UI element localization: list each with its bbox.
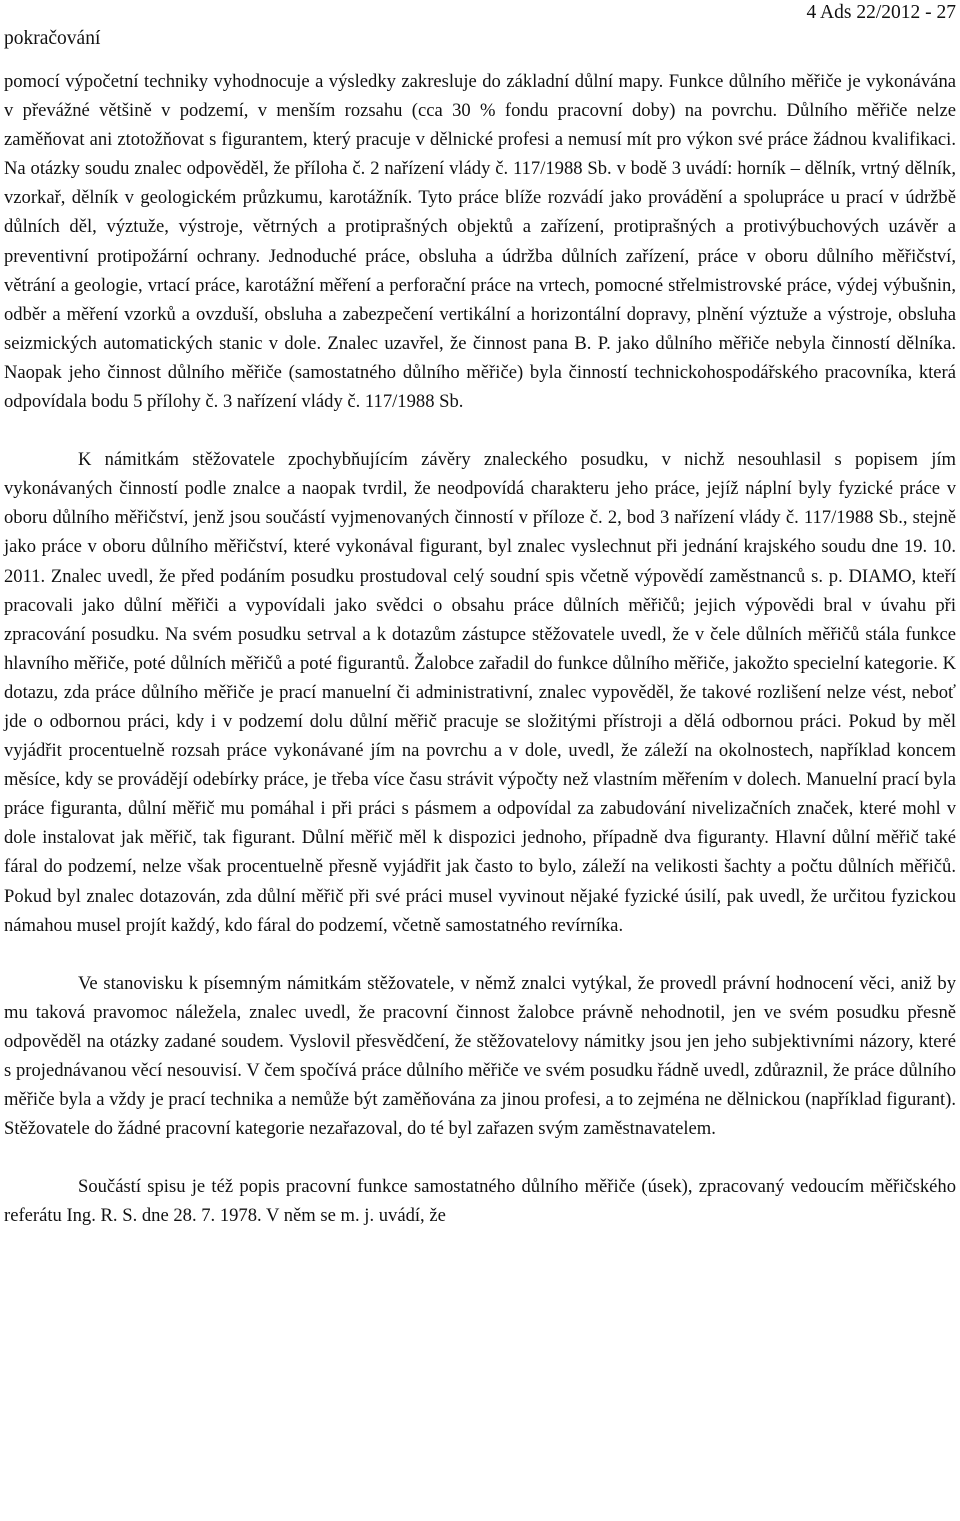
paragraph: Součástí spisu je též popis pracovní funkce samostatného důlního měřiče (úsek), zpracovaný vedoucím měřičského referátu Ing. R. S. dne 28. 7. 1978. V něm se m. j. uvádí, že [4, 1176, 956, 1227]
paragraph: pomocí výpočetní techniky vyhodnocuje a výsledky zakresluje do základní důlní mapy. Funkce důlního měřiče je vykonávána v převážné většině v podzemí, v menším rozsahu (cca 30 % fondu pracovní doby) na povrchu. Důlního měřiče nelze zaměňovat ani ztotožňovat s figurantem, který pracuje v dělnické profesi a nemusí mít pro výkon své práce žádnou kvalifikaci. Na otázky soudu znalec odpověděl, že příloha č. 2 nařízení vlády č. 117/1988 Sb. v bodě 3 uvádí: horník – dělník, vrtný dělník, vzorkař, dělník v geologickém průzkumu, karotážník. Tyto práce blíže rozvádí jako provádění a spolupráce u prací v údržbě důlních děl, výztuže, výstroje, větrných a protiprašných objektů a zařízení, protiprašných a protivýbuchových uzávěr a preventivní protipožární ochrany. Jednoduché práce, obsluha a údržba důlních zařízení, práce v oboru důlního měřičství, větrání a geologie, vrtací práce, karotážní měření a perforační práce na vrtech, pomocné střelmistrovské práce, výdej výbušnin, odběr a měření vzorků a ovzduší, obsluha a zabezpečení vertikální a horizontální dopravy, plnění výztuže a výstroje, obsluha seizmických automatických stanic v dole. Znalec uzavřel, že činnost pana B. P. jako důlního měřiče nebyla činností dělníka. Naopak jeho činnost důlního měřiče (samostatného důlního měřiče) byla činností technickohospodářského pracovníka, která odpovídala bodu 5 přílohy č. 3 nařízení vlády č. 117/1988 Sb. [4, 71, 956, 413]
page-header [4, 0, 956, 60]
case-number: 4 Ads 22/2012 - 27 [806, 2, 956, 23]
paragraph: K námitkám stěžovatele zpochybňujícím závěry znaleckého posudku, v nichž nesouhlasil s popisem jím vykonávaných činností podle znalce a naopak tvrdil, že neodpovídá charakteru jeho práce, jejíž náplní byly fyzické práce v oboru důlního měřičství, jenž jsou součástí vyjmenovaných činností v příloze č. 2, bod 3 nařízení vlády č. 117/1988 Sb., stejně jako práce v oboru důlního měřičství, které vykonával figurant, byl znalec vyslechnut při jednání krajského soudu dne 19. 10. 2011. Znalec uvedl, že před podáním posudku prostudoval celý soudní spis včetně výpovědí zaměstnanců s. p. DIAMO, kteří pracovali jako důlní měřiči a vypovídali jako svědci o obsahu práce důlních měřičů; jejich výpovědi bral v úvahu při zpracování posudku. Na svém posudku setrval a k dotazům zástupce stěžovatele uvedl, že v čele důlních měřičů stála funkce hlavního měřiče, poté důlních měřičů a poté figurantů. Žalobce zařadil do funkce důlního měřiče, jakožto specielní kategorie. K dotazu, zda práce důlního měřiče je prací manuelní či administrativní, znalec vypověděl, že takové rozlišení nelze vést, neboť jde o odbornou práci, kdy i v podzemí dolu důlní měřič pracuje se složitými přístroji a dělá odbornou práci. Pokud by měl vyjádřit procentuelně rozsah práce vykonávané jím na povrchu a v dole, uvedl, že záleží na okolnostech, například koncem měsíce, kdy se provádějí odebírky práce, je třeba více času strávit výpočty než vlastním měřením v dolech. Manuelní prací byla práce figuranta, důlní měřič mu pomáhal i při práci s pásmem a odpovídal za zabudování nivelizačních značek, které mohl v dole instalovat jak měřič, tak figurant. Důlní měřič měl k dispozici jednoho, případně dva figuranty. Hlavní důlní měřič také fáral do podzemí, nelze však procentuelně přesně vyjádřit jak často to bylo, záleží na velikosti šachty a počtu důlních měřičů. Pokud byl znalec dotazován, zda důlní měřič při své práci musel vyvinout nějaké fyzické úsilí, pak uvedl, že určitou fyzickou námahou musel projít každý, kdo fáral do podzemí, včetně samostatného revírníka. [4, 449, 956, 936]
continuation-label: pokračování [4, 28, 101, 49]
paragraph: Ve stanovisku k písemným námitkám stěžovatele, v němž znalci vytýkal, že provedl právní hodnocení věci, aniž by mu taková pravomoc náležela, znalec uvedl, že pracovní činnost žalobce právně nehodnotil, jen ve svém posudku přesně odpověděl na otázky zadané soudem. Vyslovil přesvědčení, že stěžovatelovy námitky jsou jen jeho subjektivními názory, které s projednávanou věcí nesouvisí. V čem spočívá práce důlního měřiče ve svém posudku řádně uvedl, zdůraznil, že práce důlního měřiče byla a vždy je prací technika a nemůže být zaměňována za jinou profesi, a to zejména ne dělnickou (například figurant). Stěžovatele do žádné pracovní kategorie nezařazoval, do té byl zařazen svým zaměstnavatelem. [4, 972, 956, 1140]
document-body [4, 67, 956, 1230]
